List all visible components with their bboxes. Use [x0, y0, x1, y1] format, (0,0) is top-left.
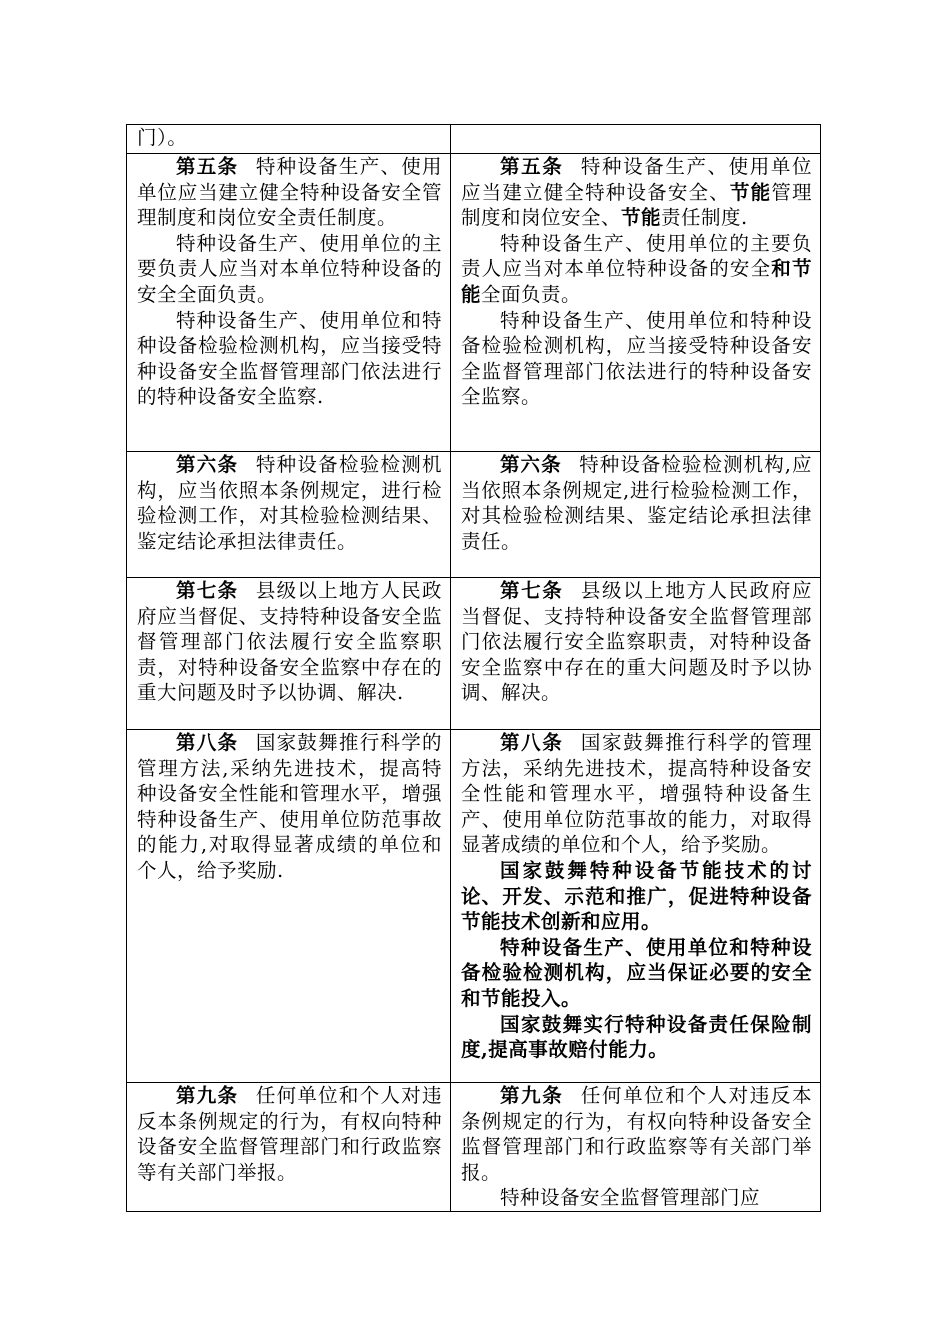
table-body	[127, 125, 821, 1212]
article-paragraph	[137, 231, 442, 308]
revised-text-cell	[451, 154, 821, 452]
original-text-cell	[127, 154, 451, 452]
table-row	[127, 578, 821, 730]
article-paragraph	[461, 858, 812, 935]
table-row	[127, 730, 821, 1083]
article-number: 第九条	[500, 1084, 564, 1107]
article-paragraph	[461, 1185, 812, 1211]
highlighted-amendment-text: 节能	[621, 206, 662, 230]
article-number: 第六条	[500, 453, 562, 476]
article-paragraph	[137, 1083, 442, 1185]
article-paragraph	[137, 308, 442, 410]
article-text: 全面负责。	[481, 282, 582, 306]
article-paragraph	[137, 125, 442, 151]
article-text: 特种设备检验检测机构，应当依照本条例规定，进行检验检测工作，对其检验检测结果、鉴定结论承担法律责任。	[137, 453, 442, 553]
article-text: 特种设备生产、使用单位的主要负责人应当对本单位特种设备的安全全面负责。	[137, 231, 442, 306]
highlighted-amendment-text: 特种设备生产、使用单位和特种设备检验检测机构，应当保证必要的安全和节能投入。	[461, 935, 812, 1010]
article-number: 第八条	[176, 731, 239, 754]
article-paragraph	[461, 154, 812, 231]
original-text-cell	[127, 125, 451, 154]
revised-text-cell	[451, 1083, 821, 1212]
article-text: 县级以上地方人民政府应当督促、支持特种设备安全监督管理部门依法履行安全监察职责，对特种设备安全监察中存在的重大问题及时予以协调、解决。	[461, 579, 812, 705]
article-text: 责任制度.	[661, 206, 748, 230]
article-paragraph	[461, 231, 812, 308]
article-number: 第八条	[500, 731, 564, 754]
article-text: 特种设备生产、使用单位应当建立健全特种设备安全管理制度和岗位安全责任制度。	[137, 155, 442, 230]
article-text: 国家鼓舞推行科学的管理方法，采纳先进技术，提高特种设备安全性能和管理水平，增强特种设备生产、使用单位防范事故的能力，对取得显著成绩的单位和个人，给予奖励。	[461, 731, 812, 857]
article-text: 任何单位和个人对违反本条例规定的行为，有权向特种设备安全监督管理部门和行政监察等有关部门举报。	[137, 1084, 442, 1184]
article-number: 第九条	[176, 1084, 239, 1107]
highlighted-amendment-text: 节能	[729, 180, 772, 204]
table-row	[127, 125, 821, 154]
article-text: 特种设备生产、使用单位和特种设备检验检测机构，应当接受特种设备安全监督管理部门依法进行的特种设备安全监察。	[461, 308, 812, 409]
table-row	[127, 154, 821, 452]
regulation-comparison-table	[126, 124, 821, 1212]
article-paragraph	[461, 935, 812, 1012]
article-number: 第七条	[500, 579, 564, 602]
article-number: 第六条	[176, 453, 239, 476]
revised-text-cell	[451, 730, 821, 1083]
article-paragraph	[461, 578, 812, 706]
original-text-cell	[127, 578, 451, 730]
original-text-cell	[127, 452, 451, 578]
article-text: 任何单位和个人对违反本条例规定的行为，有权向特种设备安全监督管理部门和行政监察等有关部门举报。	[461, 1084, 812, 1184]
article-number: 第七条	[176, 579, 239, 602]
article-text: 特种设备生产、使用单位应当建立健全特种设备安全、	[461, 155, 812, 204]
revised-text-cell	[451, 578, 821, 730]
article-paragraph	[137, 154, 442, 231]
original-text-cell	[127, 730, 451, 1083]
article-text: 特种设备生产、使用单位的主要负责人应当对本单位特种设备的安全	[461, 231, 812, 281]
article-paragraph	[137, 730, 442, 884]
article-text: 县级以上地方人民政府应当督促、支持特种设备安全监督管理部门依法履行安全监察职责，对特种设备安全监察中存在的重大问题及时予以协调、解决.	[137, 579, 442, 705]
article-text: 特种设备安全监督管理部门应	[500, 1186, 761, 1210]
article-number: 第五条	[176, 155, 239, 178]
highlighted-amendment-text: 国家鼓舞特种设备节能技术的讨论、开发、示范和推广，促进特种设备节能技术创新和应用。	[461, 858, 812, 934]
article-paragraph	[461, 1012, 812, 1063]
article-paragraph	[461, 1083, 812, 1185]
article-text: 门）。	[137, 126, 188, 149]
highlighted-amendment-text: 国家鼓舞实行特种设备责任保险制度,提高事故赔付能力。	[461, 1012, 812, 1062]
article-number: 第五条	[500, 155, 564, 178]
revised-text-cell	[451, 125, 821, 154]
article-paragraph	[137, 578, 442, 706]
table-row	[127, 452, 821, 578]
article-text: 特种设备生产、使用单位和特种设备检验检测机构，应当接受特种设备安全监督管理部门依法进行的特种设备安全监察.	[137, 308, 442, 409]
article-paragraph	[461, 730, 812, 858]
article-paragraph	[137, 452, 442, 554]
highlighted-amendment-text: 和节能	[461, 257, 812, 306]
revised-text-cell	[451, 452, 821, 578]
article-text: 管理制度和岗位安全、	[461, 180, 812, 230]
article-paragraph	[461, 452, 812, 554]
original-text-cell	[127, 1083, 451, 1212]
article-text: 国家鼓舞推行科学的管理方法,采纳先进技术，提高特种设备安全性能和管理水平，增强特种设备生产、使用单位防范事故的能力,对取得显著成绩的单位和个人，给予奖励.	[137, 731, 442, 882]
article-text: 特种设备检验检测机构,应当依照本条例规定,进行检验检测工作，对其检验检测结果、鉴定结论承担法律责任。	[461, 453, 812, 553]
table-row	[127, 1083, 821, 1212]
article-paragraph	[461, 308, 812, 410]
